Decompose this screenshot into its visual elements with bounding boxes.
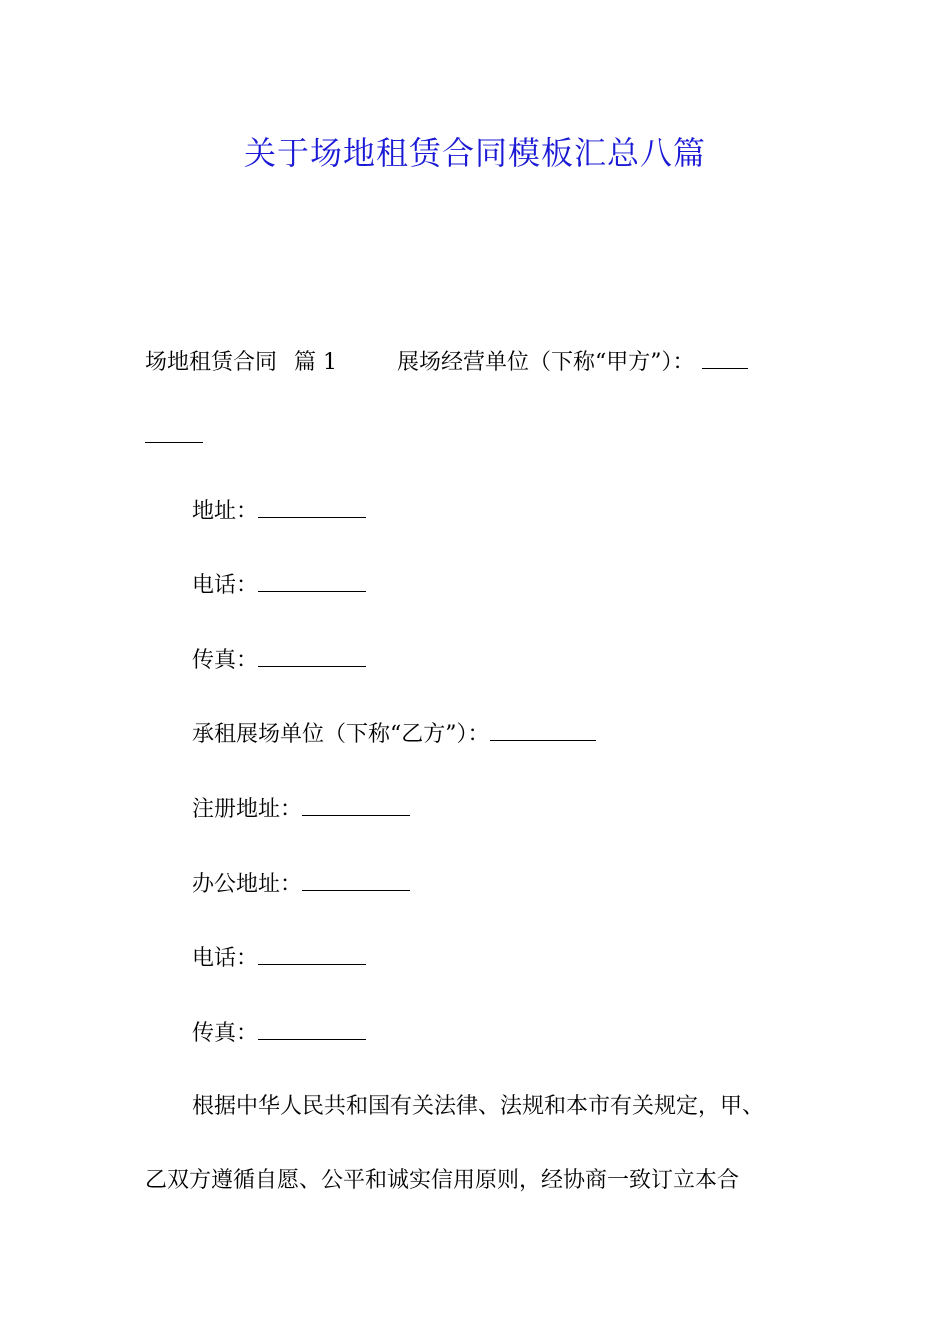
party-a-blank-continued bbox=[145, 420, 203, 452]
party-a-address: 地址： bbox=[192, 495, 366, 527]
document-title: 关于场地租赁合同模板汇总八篇 bbox=[243, 134, 706, 172]
body-paragraph-line-2: 乙双方遵循自愿、公平和诚实信用原则，经协商一致订立本合 bbox=[145, 1168, 740, 1193]
heading-line bbox=[145, 346, 748, 378]
party-b-fax: 传真： bbox=[192, 1017, 366, 1049]
party-b-label: 承租展场单位（下称“乙方”）： bbox=[192, 718, 596, 750]
party-a-phone: 电话： bbox=[192, 569, 366, 601]
party-a-blank bbox=[702, 346, 748, 369]
party-b-registered-address: 注册地址： bbox=[192, 793, 410, 825]
party-b-phone: 电话： bbox=[192, 942, 366, 974]
body-paragraph-line-1: 根据中华人民共和国有关法律、法规和本市有关规定，甲、 bbox=[192, 1094, 765, 1119]
party-a-fax: 传真： bbox=[192, 644, 366, 676]
section-title: 场地租赁合同 bbox=[145, 350, 278, 375]
section-number: 篇 1 bbox=[294, 350, 338, 375]
party-b-office-address: 办公地址： bbox=[192, 868, 410, 900]
party-a-label: 展场经营单位（下称“甲方”）： bbox=[397, 350, 695, 375]
